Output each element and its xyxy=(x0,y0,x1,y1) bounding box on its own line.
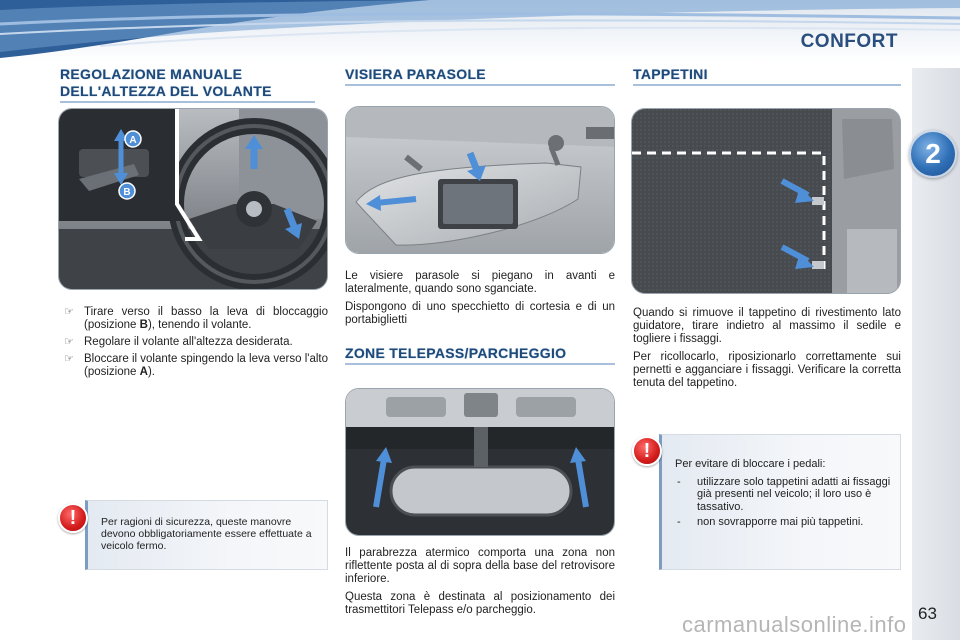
mats-warning-item-1-text: utilizzare solo tappetini adatti ai fissaggi già presenti nel veicolo; il loro uso è tassativo. xyxy=(697,475,891,513)
telepass-paragraph-1: Il parabrezza atermico comporta una zona non riflettente posta al di sopra della base del retrovisore inferiore. xyxy=(345,547,615,585)
steering-step-1 xyxy=(58,306,328,332)
mats-paragraph-1: Quando si rimuove il tappetino di rivestimento lato guidatore, tirare indietro al massimo il sedile e togliere i fissaggi. xyxy=(633,307,901,345)
mats-warning-content xyxy=(675,458,897,532)
watermark: carmanualsonline.info xyxy=(682,612,907,637)
steering-steps xyxy=(58,306,328,383)
visor-text xyxy=(345,270,615,332)
visor-paragraph-1: Le visiere parasole si piegano in avanti e lateralmente, quando sono sganciate. xyxy=(345,270,615,295)
visor-photo xyxy=(345,106,615,254)
steering-warning-text: Per ragioni di sicurezza, queste manovre devono obbligatoriamente essere effettuate a veicolo fermo. xyxy=(101,516,312,552)
pointing-hand-icon: ☞ xyxy=(64,336,74,348)
chapter-badge xyxy=(909,130,957,178)
section-title: CONFORT xyxy=(800,31,898,52)
pointing-hand-icon: ☞ xyxy=(64,306,74,318)
mats-heading: TAPPETINI xyxy=(633,66,708,82)
exclamation-icon: ! xyxy=(58,503,88,533)
exclamation-icon: ! xyxy=(632,436,662,466)
mats-warning-intro: Per evitare di bloccare i pedali: xyxy=(675,458,826,470)
mats-heading-rule xyxy=(633,84,901,86)
visor-heading-rule xyxy=(345,84,615,86)
step-3-text: Bloccare il volante spingendo la leva verso l'alto (posizione xyxy=(84,353,328,378)
mats-paragraph-2: Per ricollocarlo, riposizionarlo correttamente sui pernetti e agganciare i fissaggi. Verificare la corretta tenuta del tappetino. xyxy=(633,351,901,389)
pointing-hand-icon: ☞ xyxy=(64,353,74,365)
telepass-heading: ZONE TELEPASS/PARCHEGGIO xyxy=(345,345,567,361)
steering-heading-line2: DELL'ALTEZZA DEL VOLANTE xyxy=(60,83,272,99)
step-1-tail: ), tenendo il volante. xyxy=(147,319,252,331)
mats-text xyxy=(633,307,901,395)
step-1-text: Tirare verso il basso la leva di bloccaggio (posizione xyxy=(84,306,328,331)
telepass-heading-rule xyxy=(345,363,615,365)
step-3-tail: ). xyxy=(147,366,155,378)
step-3-position: A xyxy=(139,366,148,378)
steering-step-2 xyxy=(58,336,328,349)
telepass-paragraph-2: Questa zona è destinata al posizionamento dei trasmettitori Telepass e/o parcheggio. xyxy=(345,591,615,616)
mats-warning-item-2-text: non sovrapporre mai più tappetini. xyxy=(697,516,864,528)
steering-warning-box xyxy=(85,500,328,570)
visor-heading: VISIERA PARASOLE xyxy=(345,66,486,82)
steering-heading xyxy=(60,66,272,100)
page-header xyxy=(0,0,960,62)
lever-label-a: A xyxy=(129,135,137,146)
mats-warning-item-1: - utilizzare solo tappetini adatti ai fissaggi già presenti nel veicolo; il loro uso è tassativo. xyxy=(677,475,891,513)
steering-heading-line1: REGOLAZIONE MANUALE xyxy=(60,66,243,82)
step-1-position: B xyxy=(139,319,148,331)
step-2-text: Regolare il volante all'altezza desiderata. xyxy=(84,336,293,348)
mats-warning-box xyxy=(659,434,901,570)
visor-paragraph-2: Dispongono di uno specchietto di cortesia e di un portabiglietti xyxy=(345,301,615,326)
mats-warning-item-2: - non sovrapporre mai più tappetini. xyxy=(677,516,864,528)
floor-mat-photo xyxy=(631,108,901,294)
steering-photo xyxy=(58,108,328,290)
steering-heading-rule xyxy=(60,101,315,103)
steering-step-3 xyxy=(58,353,328,379)
telepass-text xyxy=(345,547,615,622)
windshield-photo xyxy=(345,388,615,536)
chapter-number: 2 xyxy=(925,138,941,169)
page-number: 63 xyxy=(918,604,937,623)
lever-label-b: B xyxy=(123,187,131,198)
